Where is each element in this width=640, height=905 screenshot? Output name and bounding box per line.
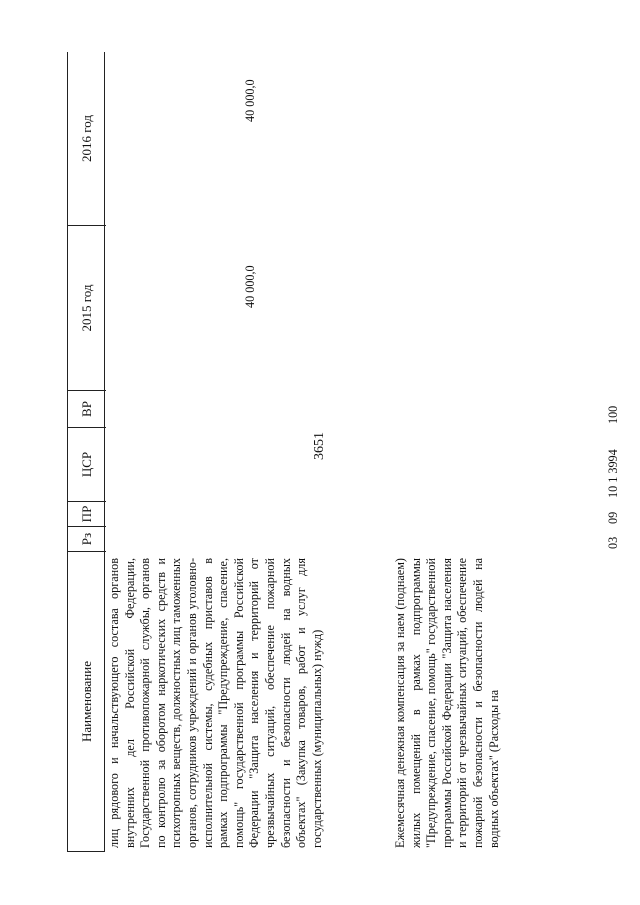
header-name: Наименование xyxy=(68,551,106,851)
header-pr: ПР xyxy=(68,501,106,526)
row-name: лиц рядового и начальствующего состава органов внутренних дел Российской Федерации, Государственной противопожарной службы, органов по контролю за оборотом наркотических средств и психотропных веществ, должностных лиц таможенных органов, сотрудников учреждений и органов уголовно-исполнительной системы, судебных приставов в рамках подпрограммы "Предупреждение, спасение, помощь" государственной программы Российской Федерации "Защита населения и территорий от чрезвычайных ситуаций, обеспечение пожарной безопасности и безопасности людей на водных объектах" (Закупка товаров, работ и услуг для государственных (муниципальных) нужд) xyxy=(107,558,324,848)
row-2016: 40 000,0 xyxy=(243,79,257,122)
header-csr: ЦСР xyxy=(68,427,106,501)
row-vr: 100 xyxy=(606,405,620,424)
row-2015: 40 000,0 xyxy=(243,265,257,308)
table-header xyxy=(67,52,105,852)
row-name: Ежемесячная денежная компенсация за наем (поднаем) жилых помещений в рамках подпрограммы "Предупреждение, спасение, помощь" государственной программы Российской Федерации "Защита населения и территорий от чрезвычайных ситуаций, обеспечение пожарной безопасности и безопасности людей на водных объектах" (Расходы на xyxy=(393,558,501,848)
header-2015: 2015 год xyxy=(68,225,106,390)
row-rz: 03 xyxy=(606,536,620,549)
header-vr: ВР xyxy=(68,390,106,427)
budget-table xyxy=(67,52,625,852)
rotated-table-area xyxy=(67,52,625,852)
header-rz: Рз xyxy=(68,526,106,551)
page-number: 3651 xyxy=(312,432,327,460)
row-pr: 09 xyxy=(606,511,620,524)
row-csr: 10 1 3994 xyxy=(606,449,620,498)
header-2016: 2016 год xyxy=(68,52,106,225)
